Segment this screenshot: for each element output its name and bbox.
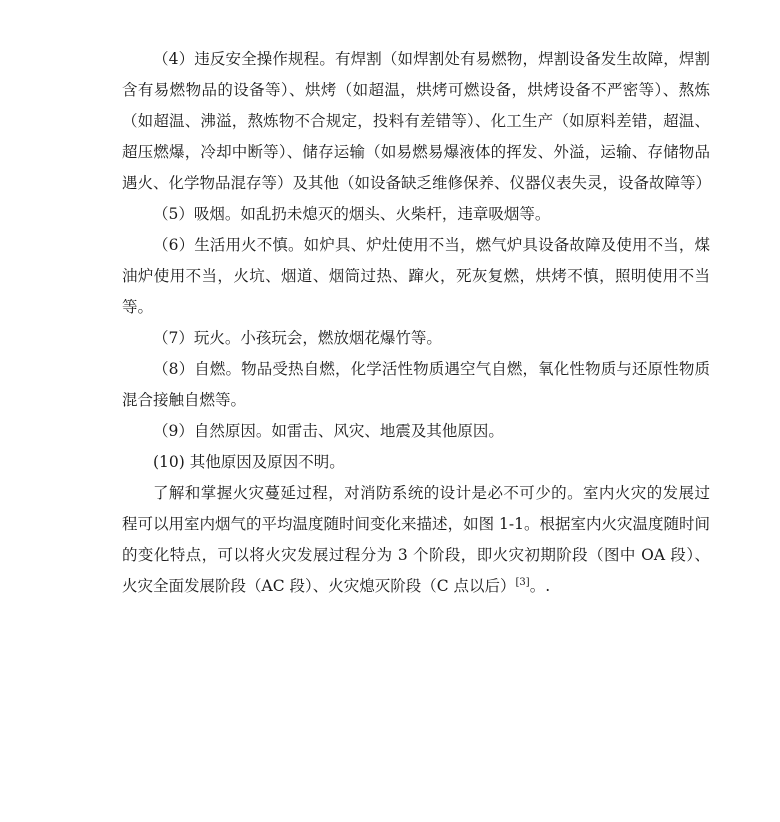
paragraph-item-4: （4）违反安全操作规程。有焊割（如焊割处有易燃物，焊割设备发生故障，焊割含有易燃物品的设备等）、烘烤（如超温，烘烤可燃设备，烘烤设备不严密等）、熬炼（如超温、沸溢，熬炼物不合规定，投料有差错等）、化工生产（如原料差错，超温、超压燃爆，冷却中断等）、储存运输（如易燃易爆液体的挥发、外溢，运输、存储物品遇火、化学物品混存等）及其他（如设备缺乏维修保养、仪器仪表失灵，设备故障等） [122,50,712,192]
paragraph-item-5: （5）吸烟。如乱扔未熄灭的烟头、火柴杆，违章吸烟等。 [153,205,551,223]
paragraph-item-8: （8）自燃。物品受热自燃，化学活性物质遇空气自燃，氧化性物质与还原性物质混合接触自燃等。 [122,360,710,409]
paragraph-item-9: （9）自然原因。如雷击、风灾、地震及其他原因。 [153,422,504,440]
fire-development-text: 了解和掌握火灾蔓延过程，对消防系统的设计是必不可少的。室内火灾的发展过程可以用室内烟气的平均温度随时间变化来描述，如图 1-1。根据室内火灾温度随时间的变化特点，可以将火灾发展过程分为 3 个阶段，即火灾初期阶段（图中 OA 段）、火灾全面发展阶段（AC 段）、火灾熄灭阶段（C 点以后） [122,484,710,595]
paragraph-fire-development [122,478,710,602]
paragraph-item-6: （6）生活用火不慎。如炉具、炉灶使用不当，燃气炉具设备故障及使用不当，煤油炉使用不当，火坑、烟道、烟筒过热、蹿火，死灰复燃，烘烤不慎，照明使用不当等。 [122,236,710,316]
paragraph-ending: 。. [529,577,551,595]
paragraph-item-10: (10) 其他原因及原因不明。 [153,453,345,471]
paragraph-item-7: （7）玩火。小孩玩会，燃放烟花爆竹等。 [153,329,442,347]
citation-reference: [3] [515,577,530,588]
